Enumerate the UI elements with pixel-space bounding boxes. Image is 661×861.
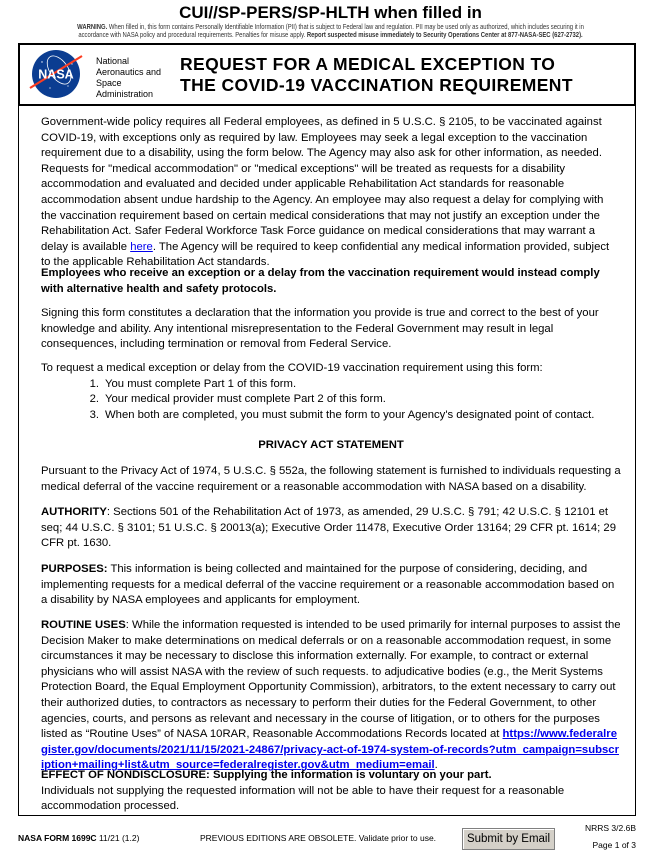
routine-uses-paragraph: ROUTINE USES: While the information requested is intended to be used primarily for internal purposes to assist the Decision Maker to make determinations on medical deferrals or on a reasonable accommodation request, in some circumstances it may be necessary to disclose this information externally. For example, to contract or external physicians who will assist NASA with the review of such requests. to adjudicative bodies (e.g., the Merit Systems Protection Board, the Equal Employment Opportunity Commission), arbitrators, to the extent necessary to carry out their authorized duties, to contractors as necessary to perform their duties for the Federal Government, to other agencies, courts, and persons as relevant and necessary in the course of litigation, or to others for the purposes listed as “Routine Uses” of NASA 10RAR, Reasonable Accommodations Records located at https://www.federalregister.gov/documents/2021/11/15/2021-24867/privacy-act-of-1974-system-of-records?utm_campaign=subscription+mailing+list&utm_source=federalregister.gov&utm_medium=email. <box>41 619 621 772</box>
warning-prefix: WARNING. <box>77 22 108 31</box>
cui-banner: CUI//SP-PERS/SP-HLTH when filled in <box>179 3 482 22</box>
nondisclosure-paragraph: EFFECT OF NONDISCLOSURE: Supplying the information is voluntary on your part. Individuals not supplying the requested information will not be able to have their request for a reasonable accommodation processed. <box>41 769 565 813</box>
warning-line2: accordance with NASA policy and procedural requirements. Penalties for misuse apply. <box>78 30 307 39</box>
form-title: REQUEST FOR A MEDICAL EXCEPTION TO THE COVID-19 VACCINATION REQUIREMENT <box>180 54 573 95</box>
privacy-pursuant: Pursuant to the Privacy Act of 1974, 5 U.S.C. § 552a, the following statement is furnished to individuals requesting a medical deferral of the vaccine requirement or a reasonable accommodation with NASA based on a disability. <box>41 465 621 493</box>
bold-notice: Employees who receive an exception or a delay from the vaccination requirement would instead comply with alternative health and safety protocols. <box>41 267 600 295</box>
step-item: 1. You must complete Part 1 of this form. <box>89 377 297 390</box>
form-number: NASA FORM 1699C 11/21 (1.2) <box>18 833 140 843</box>
authority-paragraph: AUTHORITY: Sections 501 of the Rehabilitation Act of 1973, as amended, 29 U.S.C. § 791; 42 U.S.C. § 12101 et seq; 44 U.S.C. § 3101; 51 U.S.C. § 20013(a); Executive Order 11478, Executive Order 13164; 29 CFR pt. 1614; 29 CFR pt. 1630. <box>41 506 616 550</box>
svg-text:NASA: NASA <box>38 67 74 82</box>
step-item: 2. Your medical provider must complete Part 2 of this form. <box>89 393 386 406</box>
privacy-heading: PRIVACY ACT STATEMENT <box>258 439 404 451</box>
form-content <box>18 105 636 816</box>
obsolete-notice: PREVIOUS EDITIONS ARE OBSOLETE. Validate prior to use. <box>200 833 437 843</box>
federal-register-link[interactable]: https://www.federalregister.gov/documents/2021/11/15/2021-24867/privacy-act-of-1974-system-of-records?utm_campaign=subscription+mailing+list&utm_source=federalregister.gov&utm_medium=email <box>41 728 619 772</box>
agency-name: National Aeronautics and Space Administration <box>96 56 162 99</box>
warning-report: Report suspected misuse immediately to Security Operations Center at 877-NASA-SEC (627-2732). <box>306 30 583 39</box>
form-header <box>18 43 636 106</box>
step-item: 3. When both are completed, you must submit the form to your Agency's designated point of contact. <box>89 408 595 421</box>
steps-list <box>81 377 621 424</box>
intro-paragraph: Government-wide policy requires all Federal employees, as defined in 5 U.S.C. § 2105, to be vaccinated against COVID-19, with exceptions only as required by law. Employees may seek a legal exception to the vaccination requirement due to a disability, using the form below. The Agency may also ask for other information, as needed. Requests for "medical accommodation" or "medical exceptions" will be treated as requests for a disability accommodation and evaluated and decided under applicable Rehabilitation Act standards for reasonable accommodation absent undue hardship to the Agency. An employee may also request a delay for complying with the vaccination requirement based on certain medical considerations that may not justify an exception under the Rehabilitation Act. Safer Federal Workforce Task Force guidance on medical considerations that may warrant a delay is available here. The Agency will be required to keep confidential any medical information provided, subject to the applicable Rehabilitation Act standards. <box>41 116 610 269</box>
purposes-paragraph: PURPOSES: This information is being collected and maintained for the purpose of considering, deciding, and implementing requests for a medical deferral of the vaccine requirement or a reasonable accommodation based on a disability by NASA employees and applicants for employment. <box>41 563 615 607</box>
submit-by-email-button[interactable]: Submit by Email <box>462 828 555 850</box>
pii-warning <box>59 23 601 39</box>
warning-line1: When filled in, this form contains Personally Identifiable Information (PII) that is subject to Federal law and regulation. PII may be used only as authorized, which includes securing it in <box>107 22 584 31</box>
declaration-paragraph: Signing this form constitutes a declaration that the information you provide is true and correct to the best of your knowledge and ability. Any intentional misrepresentation to the Federal Government may result in legal consequences, including termination or removal from Federal Service. <box>41 307 599 351</box>
steps-section <box>41 361 621 423</box>
steps-intro: To request a medical exception or delay from the COVID-19 vaccination requirement using this form: <box>41 362 543 374</box>
page-number: Page 1 of 3 <box>592 840 636 850</box>
guidance-link[interactable]: here <box>130 240 153 253</box>
nasa-logo-icon <box>28 48 84 100</box>
nrrs-code: NRRS 3/2.6B <box>584 823 636 833</box>
